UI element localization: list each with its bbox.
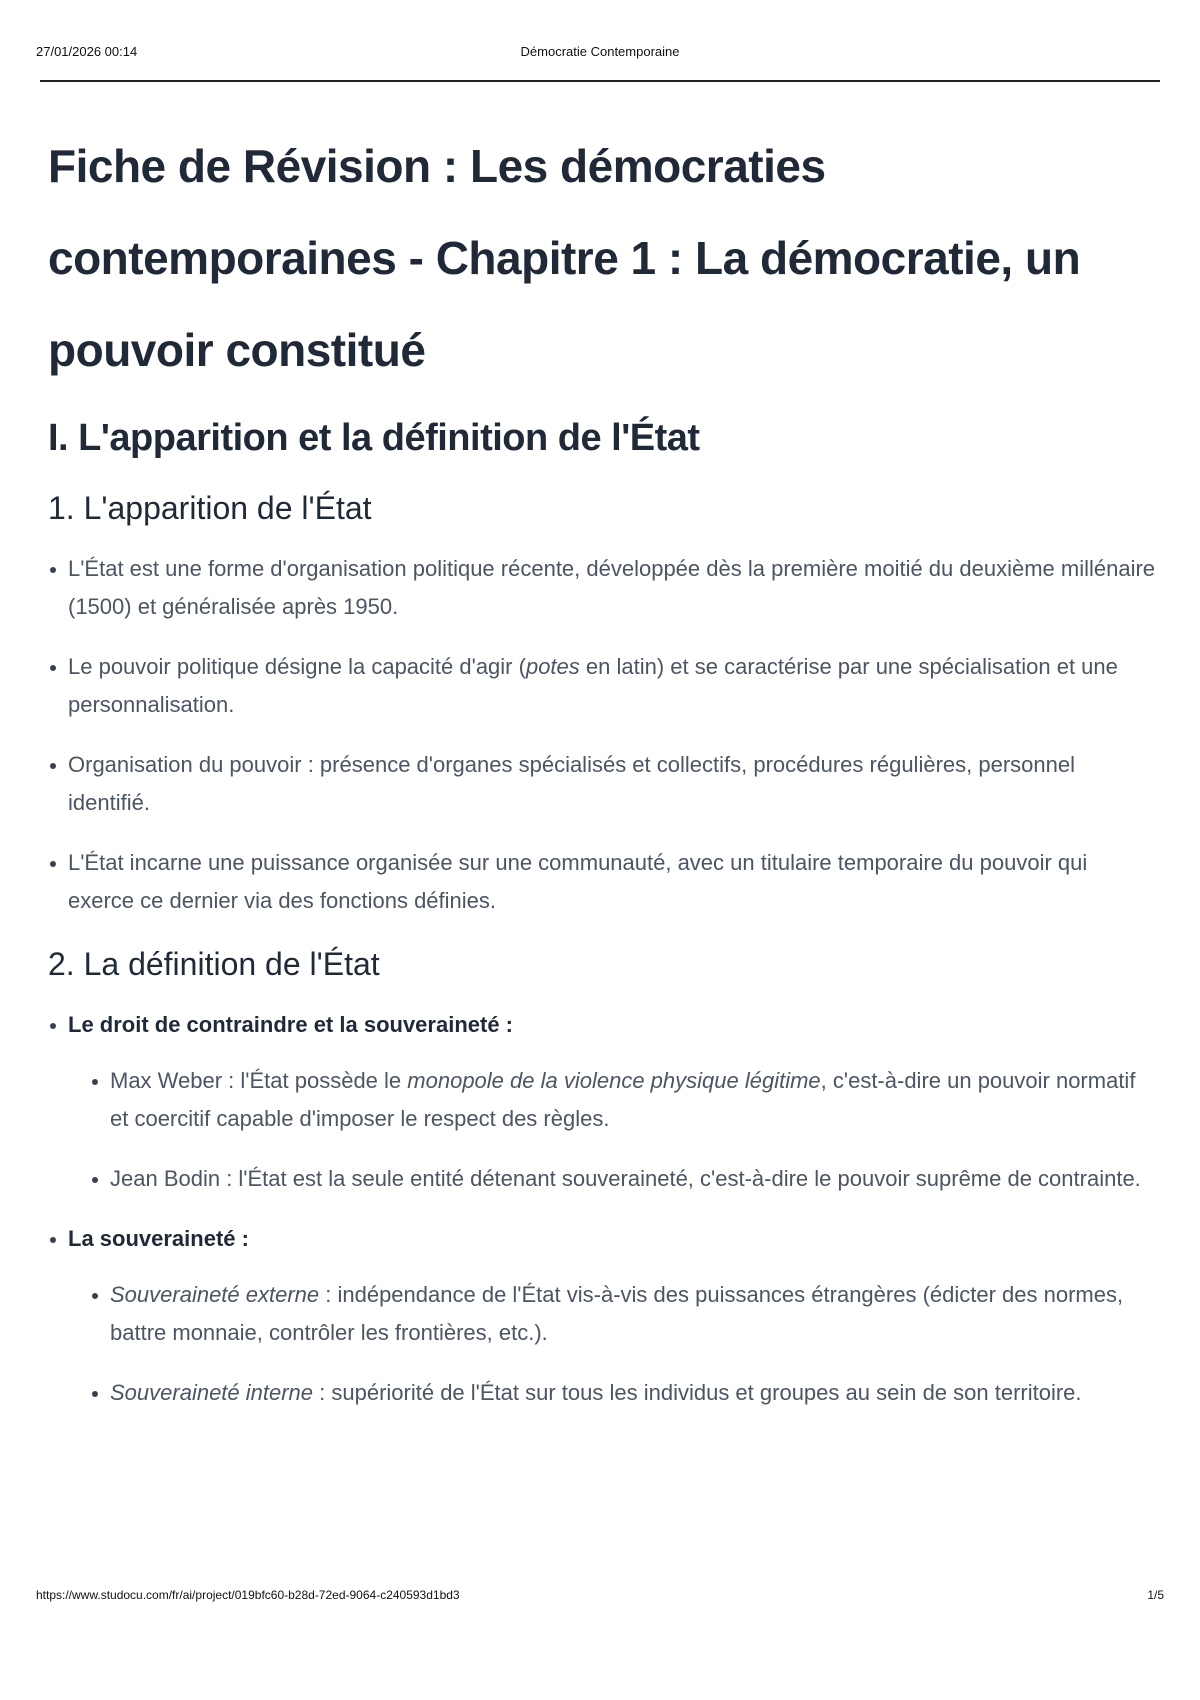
section-heading-1: I. L'apparition et la définition de l'État xyxy=(48,417,700,459)
print-footer xyxy=(36,1588,1164,1608)
subsection-heading-definition: 2. La définition de l'État xyxy=(48,946,380,982)
page-title: Fiche de Révision : Les démocraties contemporaines - Chapitre 1 : La démocratie, un pouvoir constitué xyxy=(48,140,1081,376)
list-item-text: Le pouvoir politique désigne la capacité d'agir ( xyxy=(68,654,526,679)
list-item xyxy=(48,550,1156,626)
list-item xyxy=(48,746,1156,822)
list-item-emphasis: potes xyxy=(525,654,580,679)
print-document-title: Démocratie Contemporaine xyxy=(520,44,680,59)
print-url: https://www.studocu.com/fr/ai/project/019bfc60-b28d-72ed-9064-c240593d1bd3 xyxy=(36,1588,460,1602)
list-item-text: L'État incarne une puissance organisée sur une communauté, avec un titulaire temporaire du pouvoir qui exerce ce dernier via des fonctions définies. xyxy=(68,850,1088,913)
nested-list-item xyxy=(90,1276,1156,1352)
list-item-text: : supériorité de l'État sur tous les individus et groupes au sein de son territoire. xyxy=(313,1380,1082,1405)
group-label: Le droit de contraindre et la souveraineté : xyxy=(68,1012,513,1037)
nested-list xyxy=(90,1062,1156,1198)
subsection-heading-apparition: 1. L'apparition de l'État xyxy=(48,490,372,526)
list-item-group xyxy=(48,1006,1156,1198)
apparition-list xyxy=(48,550,1156,920)
list-item-text: Max Weber : l'État possède le xyxy=(110,1068,408,1093)
list-item-text: en latin) et se caractérise par une spécialisation et une personnalisation. xyxy=(68,654,1118,717)
list-item-group xyxy=(48,1220,1156,1412)
nested-list-item xyxy=(90,1160,1156,1198)
list-item-emphasis: monopole de la violence physique légitime xyxy=(407,1068,821,1093)
print-date: 27/01/2026 00:14 xyxy=(36,44,138,59)
header-divider xyxy=(40,80,1160,82)
list-item-text: Organisation du pouvoir : présence d'organes spécialisés et collectifs, procédures régulières, personnel identifié. xyxy=(68,752,1075,815)
list-item-text: Jean Bodin : l'État est la seule entité détenant souveraineté, c'est-à-dire le pouvoir suprême de contrainte. xyxy=(110,1166,1141,1191)
nested-list xyxy=(90,1276,1156,1412)
list-item-text: : indépendance de l'État vis-à-vis des puissances étrangères (édicter des normes, battre monnaie, contrôler les frontières, etc.). xyxy=(110,1282,1124,1345)
definition-list xyxy=(48,1006,1156,1412)
list-item-emphasis: Souveraineté interne xyxy=(110,1380,314,1405)
group-label: La souveraineté : xyxy=(68,1226,249,1251)
page-content xyxy=(48,120,1156,1434)
list-item-text: , c'est-à-dire un pouvoir normatif et coercitif capable d'imposer le respect des règles. xyxy=(110,1068,1136,1131)
list-item-emphasis: Souveraineté externe xyxy=(110,1282,320,1307)
page-number: 1/5 xyxy=(1147,1588,1164,1602)
list-item xyxy=(48,844,1156,920)
nested-list-item xyxy=(90,1062,1156,1138)
list-item xyxy=(48,648,1156,724)
nested-list-item xyxy=(90,1374,1156,1412)
print-header xyxy=(36,44,1164,66)
list-item-text: L'État est une forme d'organisation politique récente, développée dès la première moitié du deuxième millénaire (1500) et généralisée après 1950. xyxy=(68,556,1156,619)
